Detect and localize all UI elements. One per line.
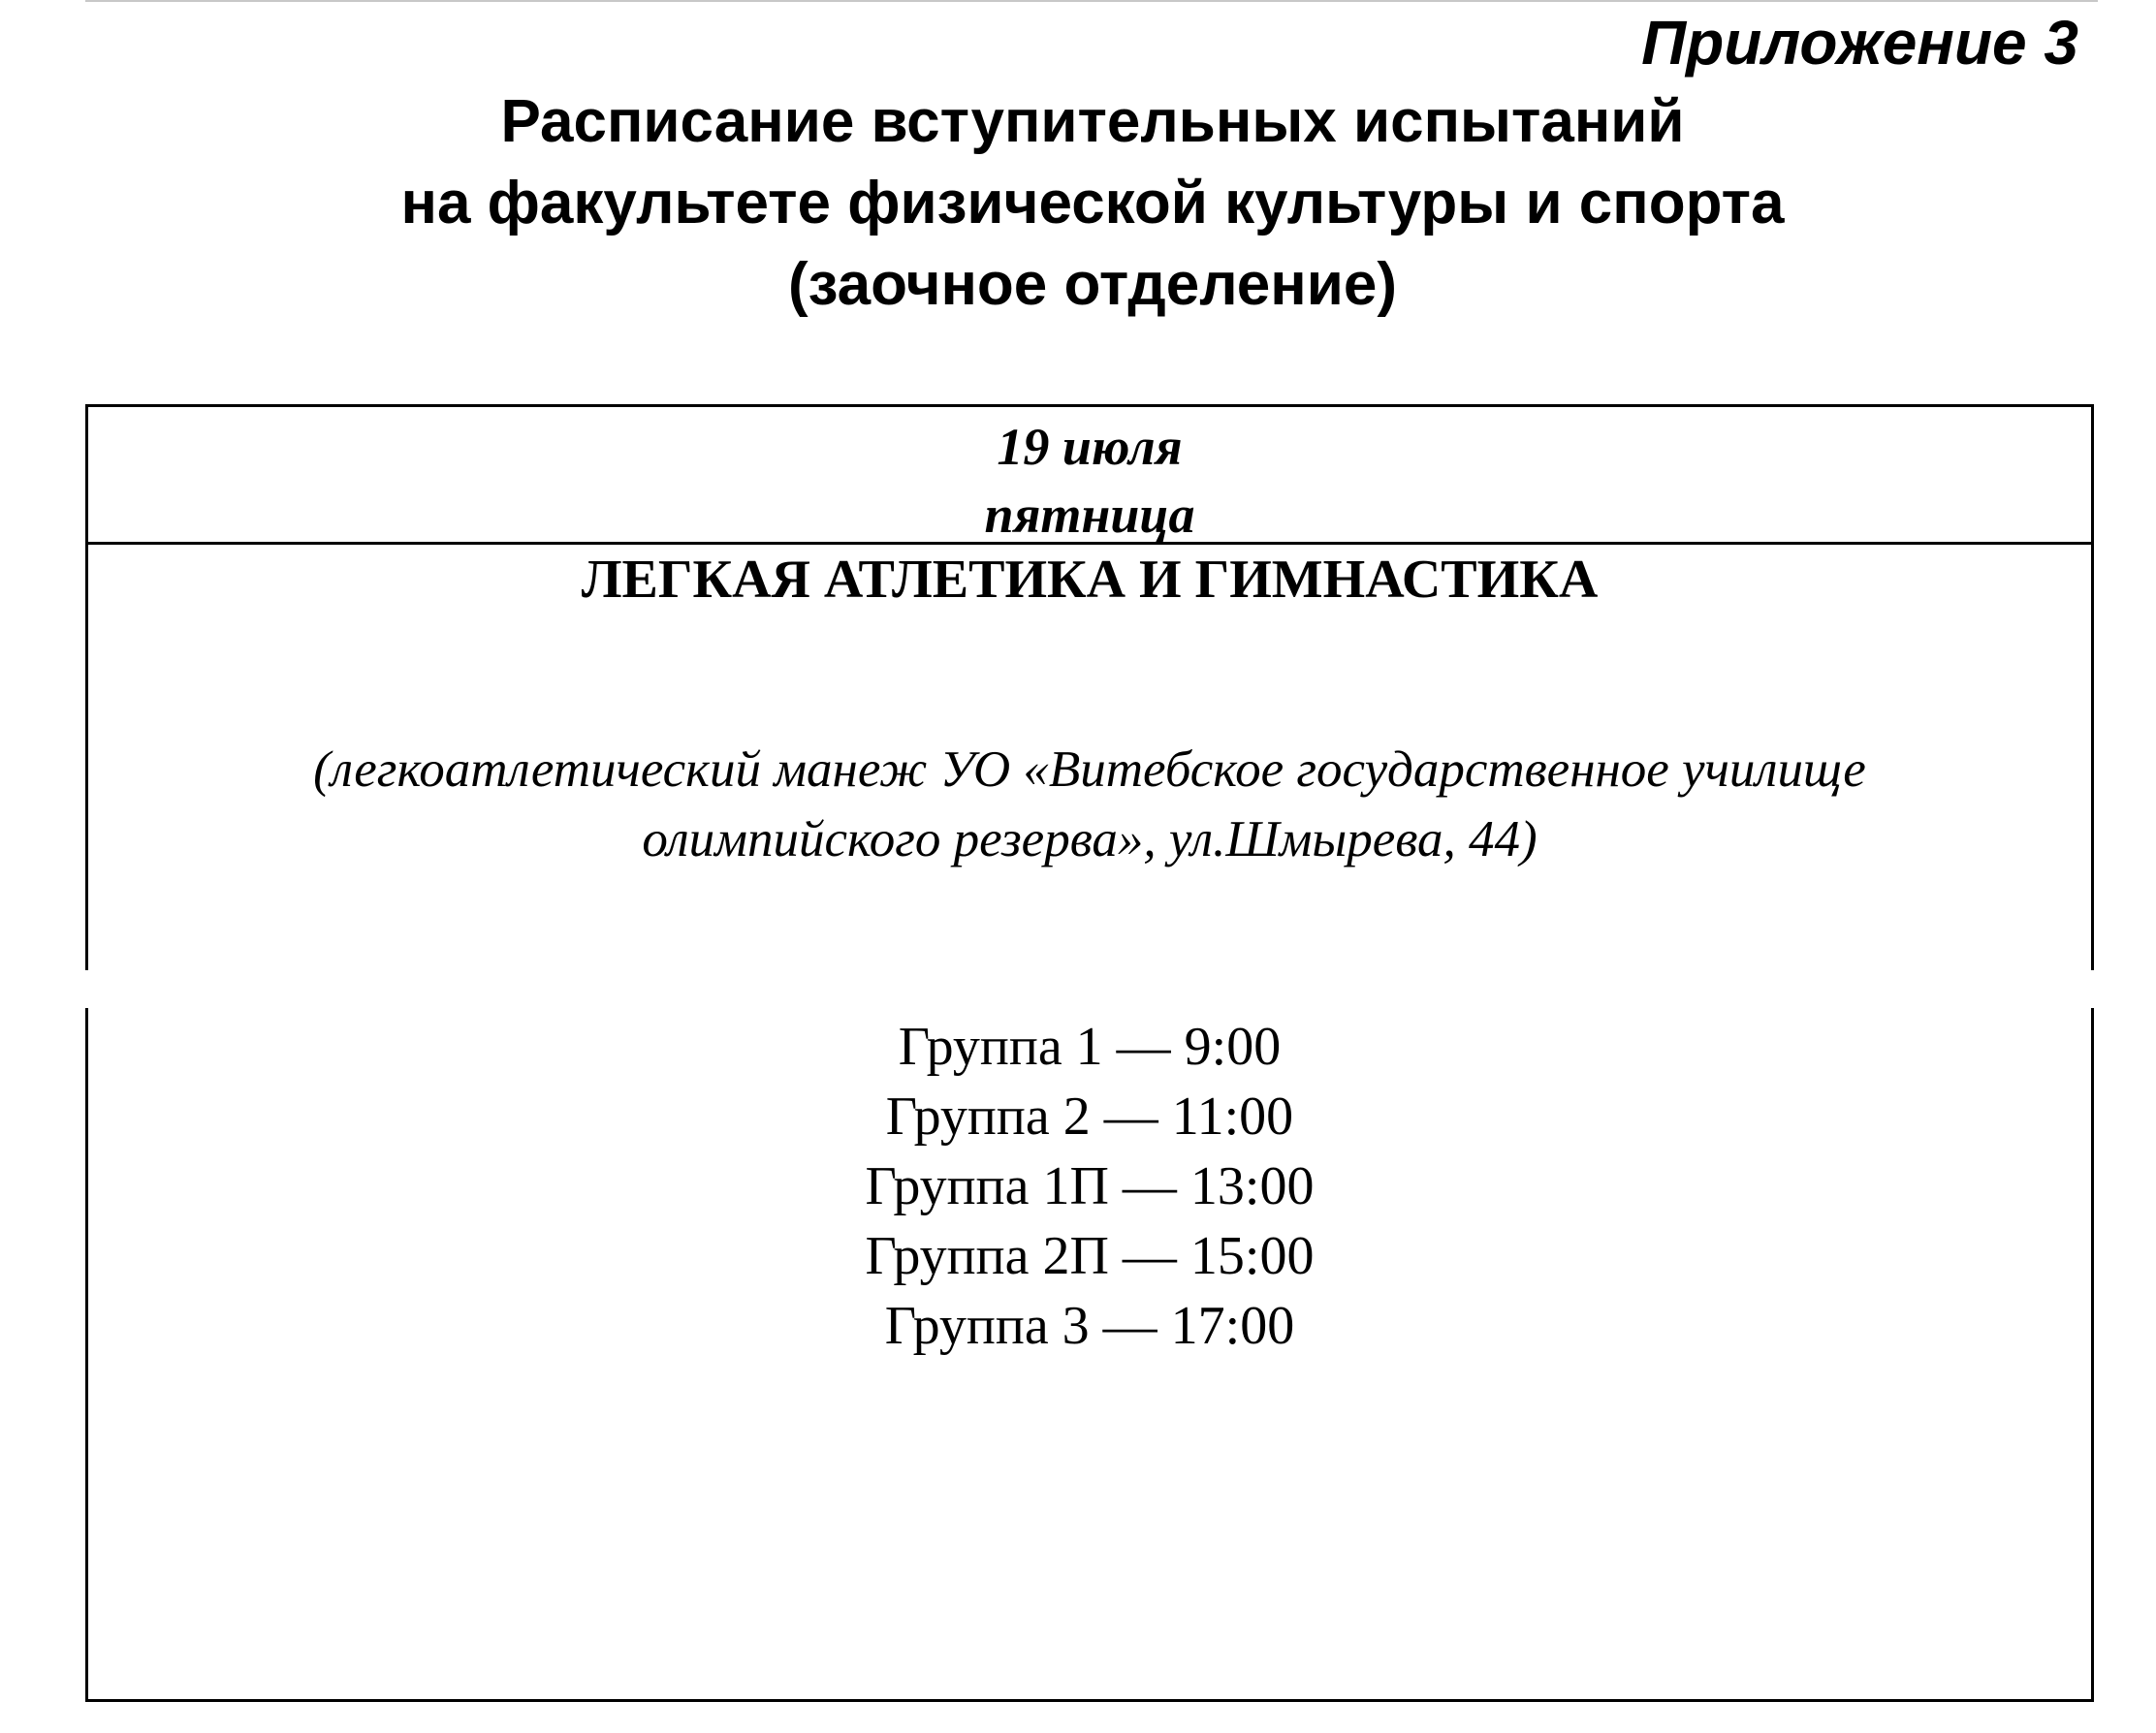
group-time-item: Группа 1П — 13:00 (865, 1156, 1315, 1216)
title-line-3: (заочное отделение) (788, 251, 1397, 318)
venue-note (88, 735, 2091, 874)
schedule-date: 19 июля (997, 418, 1183, 476)
venue-line-2: олимпийского резерва», ул.Шмырева, 44) (642, 811, 1538, 867)
appendix-label: Приложение 3 (1641, 8, 2078, 78)
discipline-title: ЛЕГКАЯ АТЛЕТИКА И ГИМНАСТИКА (581, 550, 1599, 610)
date-cell (88, 407, 2091, 545)
title-line-1: Расписание вступительных испытаний (500, 88, 1685, 155)
document-title (0, 81, 2156, 326)
group-times-list (88, 1008, 2091, 1361)
top-rule (85, 0, 2098, 2)
title-line-2: на факультете физической культуры и спорта (400, 170, 1785, 236)
venue-line-1: (легкоатлетический манеж УО «Витебское государственное училище (313, 741, 1866, 798)
schedule-weekday: пятница (984, 486, 1195, 544)
schedule-table-upper (85, 404, 2094, 970)
group-time-item: Группа 2 — 11:00 (885, 1087, 1294, 1147)
group-time-item: Группа 2П — 15:00 (865, 1226, 1315, 1286)
schedule-table-lower (85, 1008, 2094, 1702)
group-time-item: Группа 1 — 9:00 (898, 1017, 1282, 1077)
group-time-item: Группа 3 — 17:00 (884, 1296, 1295, 1356)
